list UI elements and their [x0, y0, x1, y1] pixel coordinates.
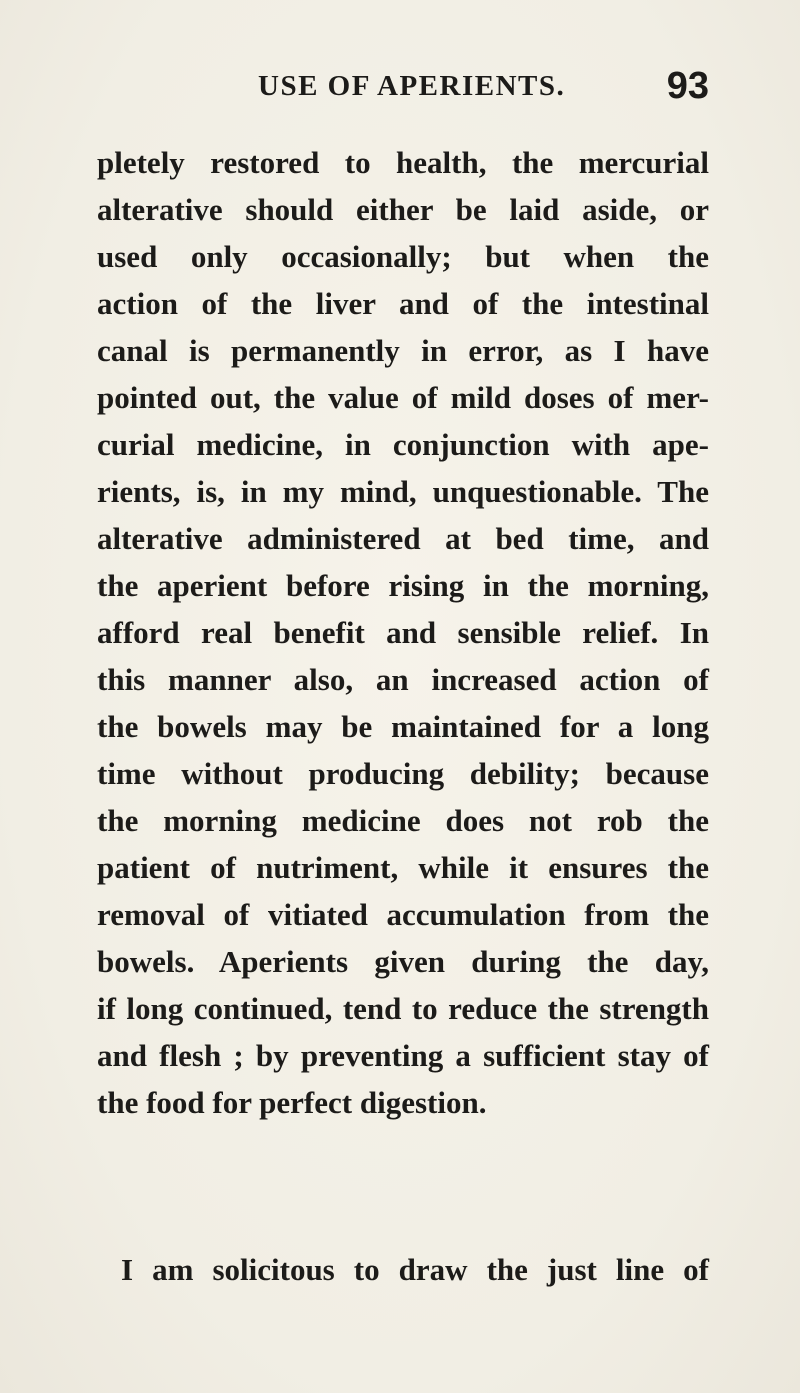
- text-line: pletely restored to health, the mercurial: [97, 145, 709, 180]
- text-line-last: the food for perfect digestion.: [97, 1085, 487, 1120]
- text-line: this manner also, an increased action of: [97, 662, 709, 697]
- text-line: curial medicine, in conjunction with ape-: [97, 427, 709, 462]
- running-title: USE OF APERIENTS.: [258, 70, 566, 102]
- text-line: used only occasionally; but when the: [97, 239, 709, 274]
- text-line: canal is permanently in error, as I have: [97, 333, 709, 368]
- text-line: and flesh ; by preventing a sufficient stay of: [97, 1038, 709, 1073]
- text-line: alterative administered at bed time, and: [97, 521, 709, 556]
- text-line: rients, is, in my mind, unquestionable. The: [97, 474, 709, 509]
- text-line: patient of nutriment, while it ensures the: [97, 850, 709, 885]
- text-line: bowels. Aperients given during the day,: [97, 944, 709, 979]
- text-line: if long continued, tend to reduce the strength: [97, 991, 709, 1026]
- page-number: 93: [666, 65, 709, 107]
- text-line: afford real benefit and sensible relief. In: [97, 615, 709, 650]
- text-line: time without producing debility; because: [97, 756, 709, 791]
- text-line: the morning medicine does not rob the: [97, 803, 709, 838]
- text-line: the aperient before rising in the morning,: [97, 568, 709, 603]
- text-line: alterative should either be laid aside, or: [97, 192, 709, 227]
- paragraph-2: [97, 1246, 709, 1293]
- text-line: removal of vitiated accumulation from the: [97, 897, 709, 932]
- text-line: I am solicitous to draw the just line of: [121, 1252, 709, 1287]
- text-line: pointed out, the value of mild doses of mer-: [97, 380, 709, 415]
- text-line: the bowels may be maintained for a long: [97, 709, 709, 744]
- running-head: [97, 66, 709, 106]
- paragraph-1: [97, 139, 709, 1126]
- text-line: action of the liver and of the intestinal: [97, 286, 709, 321]
